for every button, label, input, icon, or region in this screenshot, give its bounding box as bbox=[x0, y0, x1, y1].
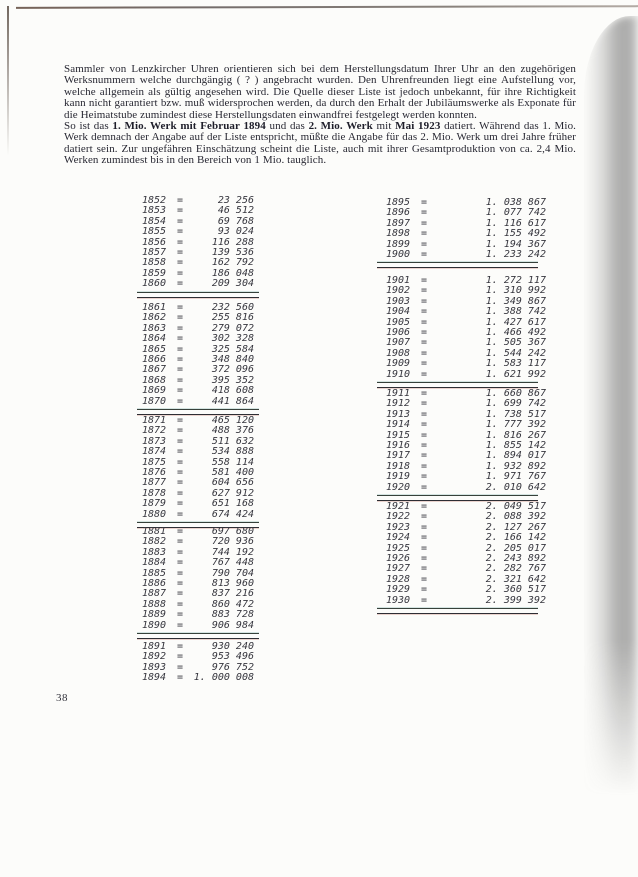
year-cell: 1909 bbox=[386, 358, 411, 370]
serial-number-cell: 69 768 bbox=[217, 215, 254, 227]
year-cell: 1929 bbox=[386, 584, 411, 596]
equals-sign: = bbox=[420, 511, 428, 523]
equals-sign: = bbox=[420, 238, 428, 250]
equals-sign: = bbox=[176, 195, 184, 206]
serial-number-cell: 1. 816 267 bbox=[485, 429, 546, 441]
year-cell: 1926 bbox=[386, 552, 411, 564]
year-cell: 1881 bbox=[142, 526, 167, 537]
table-row bbox=[142, 510, 254, 520]
year-cell: 1888 bbox=[142, 598, 167, 610]
serial-number-cell: 976 752 bbox=[211, 661, 254, 673]
serial-number-cell: 1. 932 892 bbox=[485, 460, 546, 472]
serial-number-cell: 465 120 bbox=[211, 415, 254, 426]
equals-sign: = bbox=[176, 577, 184, 589]
serial-number-cell: 1. 155 492 bbox=[485, 228, 546, 240]
decade-double-rule bbox=[377, 382, 538, 388]
equals-sign: = bbox=[420, 481, 428, 493]
equals-sign: = bbox=[420, 347, 428, 359]
serial-number-cell: 953 496 bbox=[211, 651, 254, 663]
equals-sign: = bbox=[176, 374, 184, 386]
serial-number-cell: 23 256 bbox=[217, 195, 254, 206]
serial-number-cell: 1. 000 008 bbox=[193, 672, 254, 684]
serial-number-cell: 767 448 bbox=[211, 557, 254, 569]
serial-number-cell: 1. 233 242 bbox=[485, 248, 546, 260]
equals-sign: = bbox=[176, 477, 184, 489]
equals-sign: = bbox=[420, 398, 428, 410]
year-cell: 1870 bbox=[142, 395, 167, 407]
serial-number-cell: 1. 544 242 bbox=[485, 347, 546, 359]
equals-sign: = bbox=[420, 501, 428, 512]
decade-double-rule bbox=[137, 409, 259, 415]
equals-sign: = bbox=[176, 498, 184, 510]
serial-number-cell: 2. 166 142 bbox=[485, 532, 546, 544]
serial-number-cell: 2. 360 517 bbox=[485, 584, 546, 596]
serial-number-cell: 2. 243 892 bbox=[485, 552, 546, 564]
serial-number-cell: 186 048 bbox=[211, 267, 254, 279]
year-cell: 1889 bbox=[142, 609, 167, 621]
serial-number-cell: 790 704 bbox=[211, 567, 254, 579]
serial-number-cell: 372 096 bbox=[211, 364, 254, 376]
intro-text-segment: datiert. Während das 1. Mio. Werk demnach der Angabe auf der Liste entspricht, müßte die Angabe für das 2. Mio. Werk um drei Jahre früher datiert sein. Zur ungefähren Einschätzung scheint die Liste, auch mit ihrer Gesamtproduktion von ca. 2,4 Mio. Werken zumindest bis in den Bereich von 1 Mio. tauglich. bbox=[64, 120, 577, 167]
serial-number-cell: 511 632 bbox=[211, 435, 254, 447]
year-cell: 1871 bbox=[142, 415, 167, 426]
year-cell: 1882 bbox=[142, 536, 167, 548]
equals-sign: = bbox=[176, 385, 184, 397]
equals-sign: = bbox=[176, 236, 184, 248]
equals-sign: = bbox=[176, 353, 184, 365]
serial-number-cell: 279 072 bbox=[211, 322, 254, 334]
serial-number-cell: 581 400 bbox=[211, 466, 254, 478]
equals-sign: = bbox=[420, 450, 428, 462]
serial-number-cell: 1. 855 142 bbox=[485, 439, 546, 451]
equals-sign: = bbox=[420, 197, 428, 208]
equals-sign: = bbox=[176, 661, 184, 673]
equals-sign: = bbox=[176, 651, 184, 663]
equals-sign: = bbox=[176, 395, 184, 407]
equals-sign: = bbox=[420, 358, 428, 370]
serial-block-1881-1890 bbox=[142, 527, 254, 639]
year-cell: 1862 bbox=[142, 312, 167, 324]
table-row bbox=[142, 673, 254, 683]
year-cell: 1869 bbox=[142, 385, 167, 397]
year-cell: 1878 bbox=[142, 487, 167, 499]
equals-sign: = bbox=[176, 526, 184, 537]
equals-sign: = bbox=[176, 312, 184, 324]
equals-sign: = bbox=[420, 368, 428, 380]
year-cell: 1911 bbox=[386, 388, 411, 399]
serial-number-cell: 116 288 bbox=[211, 236, 254, 248]
intro-text-segment: mit bbox=[372, 120, 396, 133]
year-cell: 1883 bbox=[142, 546, 167, 558]
table-row bbox=[386, 359, 546, 369]
table-row bbox=[142, 397, 254, 407]
serial-number-cell: 1. 621 992 bbox=[485, 368, 546, 380]
equals-sign: = bbox=[420, 521, 428, 533]
table-row bbox=[386, 307, 546, 317]
serial-number-cell: 860 472 bbox=[211, 598, 254, 610]
serial-number-cell: 2. 321 642 bbox=[485, 573, 546, 585]
year-cell: 1884 bbox=[142, 557, 167, 569]
serial-block-1891-1894 bbox=[142, 642, 254, 684]
equals-sign: = bbox=[176, 598, 184, 610]
serial-number-cell: 2. 088 392 bbox=[485, 511, 546, 523]
equals-sign: = bbox=[176, 546, 184, 558]
equals-sign: = bbox=[420, 248, 428, 260]
serial-number-cell: 1. 777 392 bbox=[485, 419, 546, 431]
year-cell: 1877 bbox=[142, 477, 167, 489]
intro-text-segment: und das bbox=[265, 120, 309, 133]
serial-number-cell: 1. 738 517 bbox=[485, 408, 546, 420]
serial-number-cell: 1. 699 742 bbox=[485, 398, 546, 410]
table-row bbox=[142, 227, 254, 237]
equals-sign: = bbox=[176, 672, 184, 684]
serial-number-cell: 558 114 bbox=[211, 456, 254, 468]
serial-number-cell: 1. 427 617 bbox=[485, 316, 546, 328]
serial-number-cell: 1. 194 367 bbox=[485, 238, 546, 250]
serial-number-cell: 1. 466 492 bbox=[485, 326, 546, 338]
equals-sign: = bbox=[420, 429, 428, 441]
year-cell: 1901 bbox=[386, 275, 411, 286]
year-cell: 1886 bbox=[142, 577, 167, 589]
year-cell: 1921 bbox=[386, 501, 411, 512]
year-cell: 1895 bbox=[386, 197, 411, 208]
year-cell: 1928 bbox=[386, 573, 411, 585]
serial-block-1901-1910 bbox=[386, 276, 546, 388]
equals-sign: = bbox=[176, 435, 184, 447]
year-cell: 1898 bbox=[386, 228, 411, 240]
intro-bold-segment: 1. Mio. Werk mit Februar 1894 bbox=[112, 120, 266, 133]
serial-number-cell: 627 912 bbox=[211, 487, 254, 499]
year-cell: 1924 bbox=[386, 532, 411, 544]
equals-sign: = bbox=[420, 460, 428, 472]
serial-number-cell: 1. 272 117 bbox=[485, 275, 546, 286]
year-cell: 1907 bbox=[386, 337, 411, 349]
equals-sign: = bbox=[420, 207, 428, 219]
serial-number-cell: 1. 894 017 bbox=[485, 450, 546, 462]
year-cell: 1863 bbox=[142, 322, 167, 334]
equals-sign: = bbox=[420, 584, 428, 596]
serial-number-cell: 1. 077 742 bbox=[485, 207, 546, 219]
table-row bbox=[142, 610, 254, 620]
equals-sign: = bbox=[420, 306, 428, 318]
year-cell: 1913 bbox=[386, 408, 411, 420]
table-row bbox=[386, 420, 546, 430]
table-row bbox=[142, 499, 254, 509]
serial-number-cell: 488 376 bbox=[211, 425, 254, 437]
year-cell: 1866 bbox=[142, 353, 167, 365]
serial-number-cell: 2. 127 267 bbox=[485, 521, 546, 533]
year-cell: 1880 bbox=[142, 508, 167, 520]
year-cell: 1915 bbox=[386, 429, 411, 441]
serial-number-cell: 348 840 bbox=[211, 353, 254, 365]
year-cell: 1885 bbox=[142, 567, 167, 579]
equals-sign: = bbox=[176, 257, 184, 269]
table-row bbox=[386, 229, 546, 239]
equals-sign: = bbox=[176, 278, 184, 290]
serial-number-cell: 837 216 bbox=[211, 588, 254, 600]
year-cell: 1868 bbox=[142, 374, 167, 386]
serial-block-1911-1920 bbox=[386, 389, 546, 501]
year-cell: 1855 bbox=[142, 226, 167, 238]
table-row bbox=[142, 386, 254, 396]
equals-sign: = bbox=[176, 641, 184, 652]
equals-sign: = bbox=[176, 508, 184, 520]
serial-number-cell: 604 656 bbox=[211, 477, 254, 489]
table-row bbox=[142, 334, 254, 344]
serial-number-cell: 930 240 bbox=[211, 641, 254, 652]
equals-sign: = bbox=[420, 316, 428, 328]
equals-sign: = bbox=[176, 487, 184, 499]
equals-sign: = bbox=[176, 557, 184, 569]
year-cell: 1856 bbox=[142, 236, 167, 248]
equals-sign: = bbox=[420, 471, 428, 483]
table-row bbox=[386, 596, 546, 606]
serial-number-cell: 1. 388 742 bbox=[485, 306, 546, 318]
year-cell: 1894 bbox=[142, 672, 167, 684]
serial-number-cell: 232 560 bbox=[211, 302, 254, 313]
intro-bold-segment: 2. Mio. Werk bbox=[308, 120, 373, 133]
serial-block-1852-1860 bbox=[142, 196, 254, 298]
year-cell: 1896 bbox=[386, 207, 411, 219]
scan-left-edge-line bbox=[7, 6, 9, 156]
equals-sign: = bbox=[176, 226, 184, 238]
serial-number-cell: 697 680 bbox=[211, 526, 254, 537]
serial-number-cell: 906 984 bbox=[211, 619, 254, 631]
year-cell: 1912 bbox=[386, 398, 411, 410]
serial-number-cell: 395 352 bbox=[211, 374, 254, 386]
year-cell: 1905 bbox=[386, 316, 411, 328]
year-cell: 1906 bbox=[386, 326, 411, 338]
year-cell: 1852 bbox=[142, 195, 167, 206]
serial-number-cell: 720 936 bbox=[211, 536, 254, 548]
equals-sign: = bbox=[420, 552, 428, 564]
serial-number-cell: 2. 399 392 bbox=[485, 594, 546, 606]
serial-number-cell: 674 424 bbox=[211, 508, 254, 520]
year-cell: 1918 bbox=[386, 460, 411, 472]
year-cell: 1857 bbox=[142, 246, 167, 258]
serial-number-cell: 255 816 bbox=[211, 312, 254, 324]
equals-sign: = bbox=[420, 228, 428, 240]
serial-number-cell: 1. 038 867 bbox=[485, 197, 546, 208]
year-cell: 1872 bbox=[142, 425, 167, 437]
year-cell: 1873 bbox=[142, 435, 167, 447]
equals-sign: = bbox=[176, 567, 184, 579]
serial-number-cell: 2. 010 642 bbox=[485, 481, 546, 493]
serial-block-1871-1880 bbox=[142, 416, 254, 528]
equals-sign: = bbox=[176, 205, 184, 217]
equals-sign: = bbox=[420, 532, 428, 544]
serial-number-cell: 1. 971 767 bbox=[485, 471, 546, 483]
serial-number-cell: 651 168 bbox=[211, 498, 254, 510]
equals-sign: = bbox=[176, 267, 184, 279]
equals-sign: = bbox=[176, 246, 184, 258]
intro-bold-segment: Mai 1923 bbox=[395, 120, 441, 133]
equals-sign: = bbox=[420, 563, 428, 575]
serial-number-cell: 302 328 bbox=[211, 333, 254, 345]
year-cell: 1914 bbox=[386, 419, 411, 431]
table-row bbox=[386, 533, 546, 543]
year-cell: 1930 bbox=[386, 594, 411, 606]
serial-number-cell: 1. 583 117 bbox=[485, 358, 546, 370]
equals-sign: = bbox=[176, 425, 184, 437]
scan-top-edge-line bbox=[16, 5, 638, 9]
equals-sign: = bbox=[176, 466, 184, 478]
intro-text-segment: So ist das bbox=[64, 120, 113, 133]
serial-number-cell: 325 584 bbox=[211, 343, 254, 355]
equals-sign: = bbox=[176, 588, 184, 600]
equals-sign: = bbox=[420, 275, 428, 286]
equals-sign: = bbox=[176, 322, 184, 334]
equals-sign: = bbox=[176, 364, 184, 376]
year-cell: 1876 bbox=[142, 466, 167, 478]
year-cell: 1900 bbox=[386, 248, 411, 260]
equals-sign: = bbox=[420, 217, 428, 229]
serial-block-1861-1870 bbox=[142, 303, 254, 415]
table-row bbox=[142, 621, 254, 631]
equals-sign: = bbox=[420, 419, 428, 431]
year-cell: 1887 bbox=[142, 588, 167, 600]
year-cell: 1890 bbox=[142, 619, 167, 631]
decade-double-rule bbox=[377, 262, 538, 268]
table-row bbox=[386, 370, 546, 380]
serial-number-cell: 209 304 bbox=[211, 278, 254, 290]
equals-sign: = bbox=[176, 343, 184, 355]
equals-sign: = bbox=[420, 408, 428, 420]
year-cell: 1922 bbox=[386, 511, 411, 523]
serial-number-cell: 46 512 bbox=[217, 205, 254, 217]
equals-sign: = bbox=[176, 415, 184, 426]
serial-number-cell: 534 888 bbox=[211, 446, 254, 458]
serial-number-cell: 418 608 bbox=[211, 385, 254, 397]
year-cell: 1916 bbox=[386, 439, 411, 451]
equals-sign: = bbox=[420, 326, 428, 338]
equals-sign: = bbox=[176, 609, 184, 621]
year-cell: 1923 bbox=[386, 521, 411, 533]
table-row bbox=[142, 279, 254, 289]
equals-sign: = bbox=[176, 536, 184, 548]
decade-double-rule bbox=[137, 292, 259, 298]
year-cell: 1853 bbox=[142, 205, 167, 217]
year-cell: 1899 bbox=[386, 238, 411, 250]
year-cell: 1910 bbox=[386, 368, 411, 380]
equals-sign: = bbox=[420, 573, 428, 585]
year-cell: 1879 bbox=[142, 498, 167, 510]
equals-sign: = bbox=[420, 439, 428, 451]
year-cell: 1902 bbox=[386, 285, 411, 297]
year-cell: 1864 bbox=[142, 333, 167, 345]
table-row bbox=[386, 472, 546, 482]
year-cell: 1860 bbox=[142, 278, 167, 290]
year-cell: 1920 bbox=[386, 481, 411, 493]
serial-number-cell: 1. 310 992 bbox=[485, 285, 546, 297]
equals-sign: = bbox=[176, 302, 184, 313]
equals-sign: = bbox=[420, 542, 428, 554]
intro-paragraph-1: Sammler von Lenzkircher Uhren orientieren sich bei dem Herstellungsdatum Ihrer Uhr an den zugehörigen Werksnummern welche durchgängig ( ? ) angebracht wurden. Den Uhrenfreunden liegt eine Aufstellung vor, welche allgemein als gültig angesehen wird. Die Quelle dieser Liste ist jedoch unbekannt, für ihre Richtigkeit kann nicht garantiert bzw. muß widersprochen werden, da durch den Erhalt der Jubiläumswerke als Exponate für die Heimatstube zumindest diese Herstellungsdaten einwandfrei festgelegt werden konnten. bbox=[64, 63, 576, 121]
serial-block-1921-1930 bbox=[386, 502, 546, 614]
table-row bbox=[386, 483, 546, 493]
year-cell: 1865 bbox=[142, 343, 167, 355]
decade-double-rule bbox=[137, 633, 259, 639]
decade-double-rule bbox=[377, 495, 538, 501]
year-cell: 1919 bbox=[386, 471, 411, 483]
year-cell: 1927 bbox=[386, 563, 411, 575]
equals-sign: = bbox=[420, 285, 428, 297]
year-cell: 1904 bbox=[386, 306, 411, 318]
year-cell: 1892 bbox=[142, 651, 167, 663]
serial-number-cell: 1. 505 367 bbox=[485, 337, 546, 349]
serial-number-cell: 1. 660 867 bbox=[485, 388, 546, 399]
serial-number-cell: 441 864 bbox=[211, 395, 254, 407]
equals-sign: = bbox=[176, 619, 184, 631]
intro-text bbox=[64, 64, 576, 167]
serial-block-1895-1900 bbox=[386, 198, 546, 268]
page-number: 38 bbox=[56, 692, 68, 704]
equals-sign: = bbox=[176, 333, 184, 345]
year-cell: 1925 bbox=[386, 542, 411, 554]
serial-number-cell: 2. 049 517 bbox=[485, 501, 546, 512]
serial-number-cell: 813 960 bbox=[211, 577, 254, 589]
table-row bbox=[386, 250, 546, 260]
serial-number-cell: 2. 205 017 bbox=[485, 542, 546, 554]
equals-sign: = bbox=[420, 337, 428, 349]
year-cell: 1917 bbox=[386, 450, 411, 462]
page-edge-shadow bbox=[584, 16, 638, 796]
year-cell: 1867 bbox=[142, 364, 167, 376]
equals-sign: = bbox=[176, 456, 184, 468]
year-cell: 1874 bbox=[142, 446, 167, 458]
year-cell: 1897 bbox=[386, 217, 411, 229]
intro-paragraph-2 bbox=[64, 121, 576, 167]
serial-number-cell: 139 536 bbox=[211, 246, 254, 258]
serial-number-cell: 93 024 bbox=[217, 226, 254, 238]
year-cell: 1858 bbox=[142, 257, 167, 269]
equals-sign: = bbox=[420, 594, 428, 606]
equals-sign: = bbox=[420, 295, 428, 307]
serial-number-cell: 744 192 bbox=[211, 546, 254, 558]
serial-number-cell: 1. 116 617 bbox=[485, 217, 546, 229]
equals-sign: = bbox=[176, 446, 184, 458]
table-row bbox=[142, 447, 254, 457]
decade-double-rule bbox=[377, 608, 538, 614]
year-cell: 1875 bbox=[142, 456, 167, 468]
table-row bbox=[142, 558, 254, 568]
year-cell: 1859 bbox=[142, 267, 167, 279]
year-cell: 1908 bbox=[386, 347, 411, 359]
serial-number-cell: 883 728 bbox=[211, 609, 254, 621]
equals-sign: = bbox=[176, 215, 184, 227]
serial-number-cell: 162 792 bbox=[211, 257, 254, 269]
table-row bbox=[386, 585, 546, 595]
year-cell: 1861 bbox=[142, 302, 167, 313]
serial-number-cell: 2. 282 767 bbox=[485, 563, 546, 575]
year-cell: 1891 bbox=[142, 641, 167, 652]
year-cell: 1893 bbox=[142, 661, 167, 673]
year-cell: 1854 bbox=[142, 215, 167, 227]
serial-number-cell: 1. 349 867 bbox=[485, 295, 546, 307]
year-cell: 1903 bbox=[386, 295, 411, 307]
equals-sign: = bbox=[420, 388, 428, 399]
